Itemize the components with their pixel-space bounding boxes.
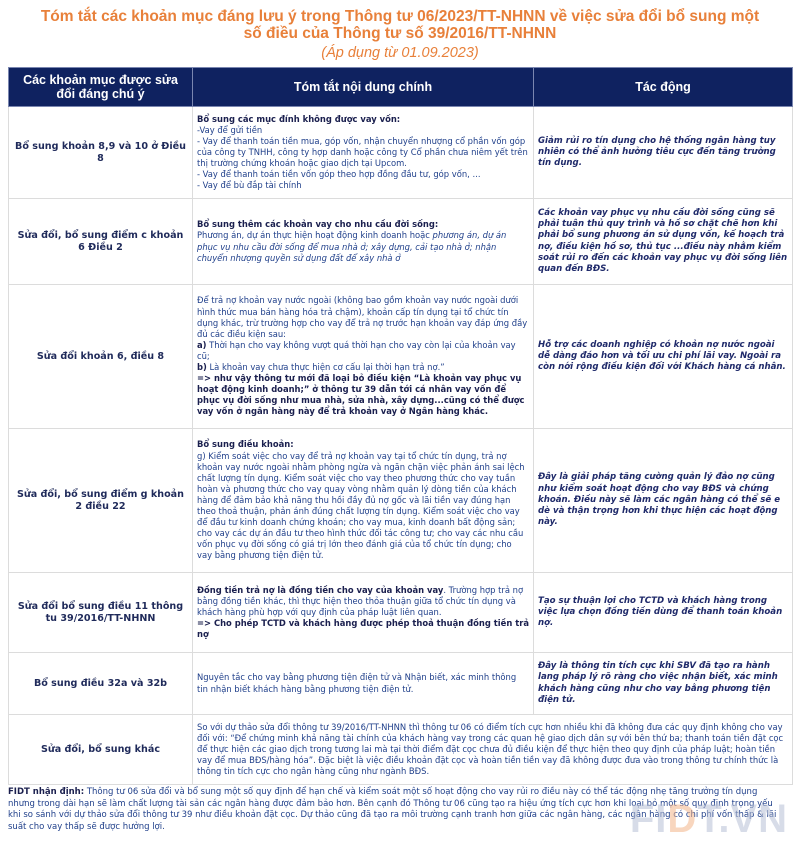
document-subtitle: (Áp dụng từ 01.09.2023) <box>321 45 479 61</box>
watermark-text: FI <box>629 797 668 841</box>
summary-line: - Vay để thanh toán tiền vốn góp theo hợp đồng đầu tư, góp vốn, ... <box>197 169 481 180</box>
table-row <box>9 653 793 715</box>
header-items: Các khoản mục được sửa đổi đáng chú ý <box>9 68 193 107</box>
assessment-label: FIDT nhận định: <box>8 787 85 797</box>
row-item: Sửa đổi, bổ sung điểm c khoản 6 Điều 2 <box>9 199 193 285</box>
condition-a-text: Thời hạn cho vay không vượt quá thời hạn cho vay còn lại của khoản vay cũ; <box>197 339 516 361</box>
row-impact: Đây là giải pháp tăng cường quản lý đảo nợ cũng như kiểm soát hoạt động cho vay BĐS và chứng khoán. Điều này sẽ làm các ngân hàng có thể sẽ e dè và thận trọng hơn khi thực hiện các hoạt động này. <box>534 429 793 573</box>
condition-a-label: a) <box>197 339 207 350</box>
row-impact: Các khoản vay phục vụ nhu cầu đời sống cũng sẽ phải tuân thủ quy trình và hồ sơ chặt chẽ hơn khi phải bổ sung phương án sử dụng vốn, kế hoạch trả nợ, điều kiện hồ sơ, thủ tục ...điều này nhằm kiểm soát rủi ro đến các khoản vay phục vụ đời sống liên quan đến BĐS. <box>534 199 793 285</box>
table-row <box>9 107 793 199</box>
assessment-text: Thông tư 06 sửa đổi và bổ sung một số quy định để hạn chế và kiểm soát một số hoạt động cho vay rủi ro điều này có thể tác động nhẹ tăng trưởng tín dụng nhưng trong dài hạn sẽ làm chất lượng tài sản các ngân hàng được đảm bảo hơn. Bên cạnh đó Thông tư 06 cũng tạo ra hiệu ứng tích cực hơn khi loại bỏ một số quy định trọng yếu khi so sánh với dự thảo sửa đổi thông tư 39 như điều khoản đặt cọc. Dự thảo cũng đã tạo ra môi trường cạnh tranh hơn giữa các ngân hàng, các ngân hàng có chi phí vốn thấp & lãi suất cho vay thấp sẽ được hưởng lợi. <box>8 787 777 833</box>
row-item: Sửa đổi, bổ sung điểm g khoản 2 điều 22 <box>9 429 193 573</box>
row-impact: Đây là thông tin tích cực khi SBV đã tạo ra hành lang pháp lý rõ ràng cho việc nhận biết, xác minh khách hàng cũng như cho vay bằng phương tiện điện tử. <box>534 653 793 715</box>
table-header-row <box>9 68 793 107</box>
table-row <box>9 199 793 285</box>
condition-b-label: b) <box>197 362 207 373</box>
document-title <box>0 8 800 42</box>
row-item: Sửa đổi bổ sung điều 11 thông tu 39/2016/TT-NHNN <box>9 573 193 653</box>
summary-heading: Bổ sung điều khoản: <box>197 439 294 450</box>
header-impact: Tác động <box>534 68 793 107</box>
table-row <box>9 715 793 785</box>
row-item: Bổ sung khoản 8,9 và 10 ở Điều 8 <box>9 107 193 199</box>
summary-table <box>8 67 793 785</box>
row-item: Bổ sung điều 32a và 32b <box>9 653 193 715</box>
row-summary <box>193 107 534 199</box>
row-impact: Hỗ trợ các doanh nghiệp có khoản nợ nước ngoài dễ dàng đáo hơn và tối ưu chi phí lãi vay. Ngoài ra còn nới rộng điều kiện đối với Khách hàng cá nhân. <box>534 285 793 429</box>
row-summary <box>193 199 534 285</box>
title-line-1: Tóm tắt các khoản mục đáng lưu ý trong Thông tư 06/2023/TT-NHNN về việc sửa đổi bổ sung một <box>40 8 760 25</box>
table-row <box>9 285 793 429</box>
row-summary: So với dự thảo sửa đổi thông tư 39/2016/TT-NHNN thì thông tư 06 có điểm tích cực hơn nhiều khi đã không đưa các quy định không cho vay đối với: “Để chứng minh khả năng tài chính của khách hàng vay trong các quan hệ giao dịch dân sự với bên thứ ba; thanh toán tiền đặt cọc để thực hiện các giao dịch trong tương lai mà tại thời điểm đặt cọc chưa đủ điều kiện để thực hiện theo quy định của pháp luật; hoàn tiền vay để mua BĐS/hàng hóa”. Đặc biệt là việc điều khoản đặt cọc và hoàn tiền tiền vay đã không được đưa vào trong thông tư chính thức là thông tin tích cực cho ngân hàng cũng như ngành BĐS. <box>193 715 793 785</box>
summary-line: - Vay để bù đắp tài chính <box>197 180 302 191</box>
summary-heading: Bổ sung thêm các khoản vay cho nhu cầu đời sống: <box>197 219 439 230</box>
summary-text: Phương án, dự án thực hiện hoạt động kinh doanh hoặc <box>197 230 433 241</box>
summary-body: g) Kiểm soát việc cho vay để trả nợ khoản vay tại tổ chức tín dụng, trả nợ khoản vay nước ngoài nhằm phòng ngừa và ngăn chặn việc phản ánh sai lệch chất lượng tín dụng. Kiểm soát việc cho vay theo phương thức cho vay tuần hoàn và phương thức cho vay quay vòng nhằm quản lý dòng tiền của khách hàng để đảm bảo khả năng thu hồi đầy đủ nợ gốc và lãi tiền vay đúng hạn theo thoả thuận, phản ánh đúng chất lượng tín dụng. Kiểm soát việc cho vay để đầu tư kinh doanh chứng khoán; cho vay mua, kinh doanh bất động sản; cho vay các dự án đầu tư theo hình thức đối tác công tư; cho vay các nhu cầu vốn phục vụ đời sống có giá trị lớn theo đánh giá của tổ chức tín dụng; cho vay bằng phương tiện điện tử. <box>197 450 525 561</box>
row-summary <box>193 285 534 429</box>
fidt-watermark-logo <box>630 797 788 842</box>
summary-conclusion: => Cho phép TCTD và khách hàng được phép thoả thuận đồng tiền trả nợ <box>197 618 529 640</box>
summary-italic-text: phương án, dự án phục vụ nhu cầu đời sống để mua nhà ở; xây dựng, cải tạo nhà ở; nhận chuyển nhượng quyền sử dụng đất để xây nhà ở <box>197 230 507 263</box>
watermark-text: D <box>667 797 698 841</box>
summary-line: - Vay để thanh toán tiền mua, góp vốn, nhận chuyển nhượng cổ phần vốn góp của công ty TNHH, công ty hợp danh hoặc công ty Cổ phần chưa niêm yết trên thị trường chứng khoán hoặc giao dịch tại Upcom. <box>197 135 528 169</box>
title-line-2: số điều của Thông tư số 39/2016/TT-NHNN <box>243 25 557 42</box>
row-impact: Tạo sự thuận lợi cho TCTD và khách hàng trong việc lựa chọn đồng tiền dùng để thanh toán khoản nợ. <box>534 573 793 653</box>
summary-intro: Để trả nợ khoản vay nước ngoài (không bao gồm khoản vay nước ngoài dưới hình thức mua bán hàng hóa trả chậm), khoản cấp tín dụng tại tổ chức tín dụng khác, trừ trường hợp cho vay để trả nợ trước hạn khoản vay đáp ứng đầy đủ các điều kiện sau: <box>197 295 528 339</box>
summary-conclusion: => như vậy thông tư mới đã loại bỏ điều kiện “Là khoản vay phục vụ hoạt động kinh doanh;” ở thông tư 39 dẫn tới cá nhân vay vốn để phục vụ đời sống như mua nhà, sửa nhà, xây dựng...cũng có thể được vay vốn ở ngân hàng này để trả khoản vay ở Ngân hàng khác. <box>197 373 525 417</box>
summary-heading: Đồng tiền trả nợ là đồng tiền cho vay của khoản vay <box>197 584 444 595</box>
row-summary <box>193 429 534 573</box>
summary-body: . Trường hợp trả nợ bằng đồng tiền khác, thì thực hiện theo thỏa thuận giữa tổ chức tín dụng và khách hàng phù hợp với quy định của pháp luật liên quan. <box>197 584 524 617</box>
summary-heading: Bổ sung các mục đính không được vay vốn: <box>197 113 401 124</box>
row-item: Sửa đổi khoản 6, điều 8 <box>9 285 193 429</box>
row-summary: Nguyên tắc cho vay bằng phương tiện điện tử và Nhận biết, xác minh thông tin nhận biết khách hàng bằng phương tiện điện tử. <box>193 653 534 715</box>
row-impact: Giảm rủi ro tín dụng cho hệ thống ngân hàng tuy nhiên có thể ảnh hưởng tiêu cực đến tăng trưởng tín dụng. <box>534 107 793 199</box>
table-row <box>9 573 793 653</box>
row-summary <box>193 573 534 653</box>
watermark-text: T.VN <box>697 797 788 841</box>
summary-line: -Vay để gửi tiền <box>197 124 263 135</box>
row-item: Sửa đổi, bổ sung khác <box>9 715 193 785</box>
header-summary: Tóm tắt nội dung chính <box>193 68 534 107</box>
table-row <box>9 429 793 573</box>
condition-b-text: Là khoản vay chưa thực hiện cơ cấu lại thời hạn trả nợ.” <box>206 362 445 373</box>
